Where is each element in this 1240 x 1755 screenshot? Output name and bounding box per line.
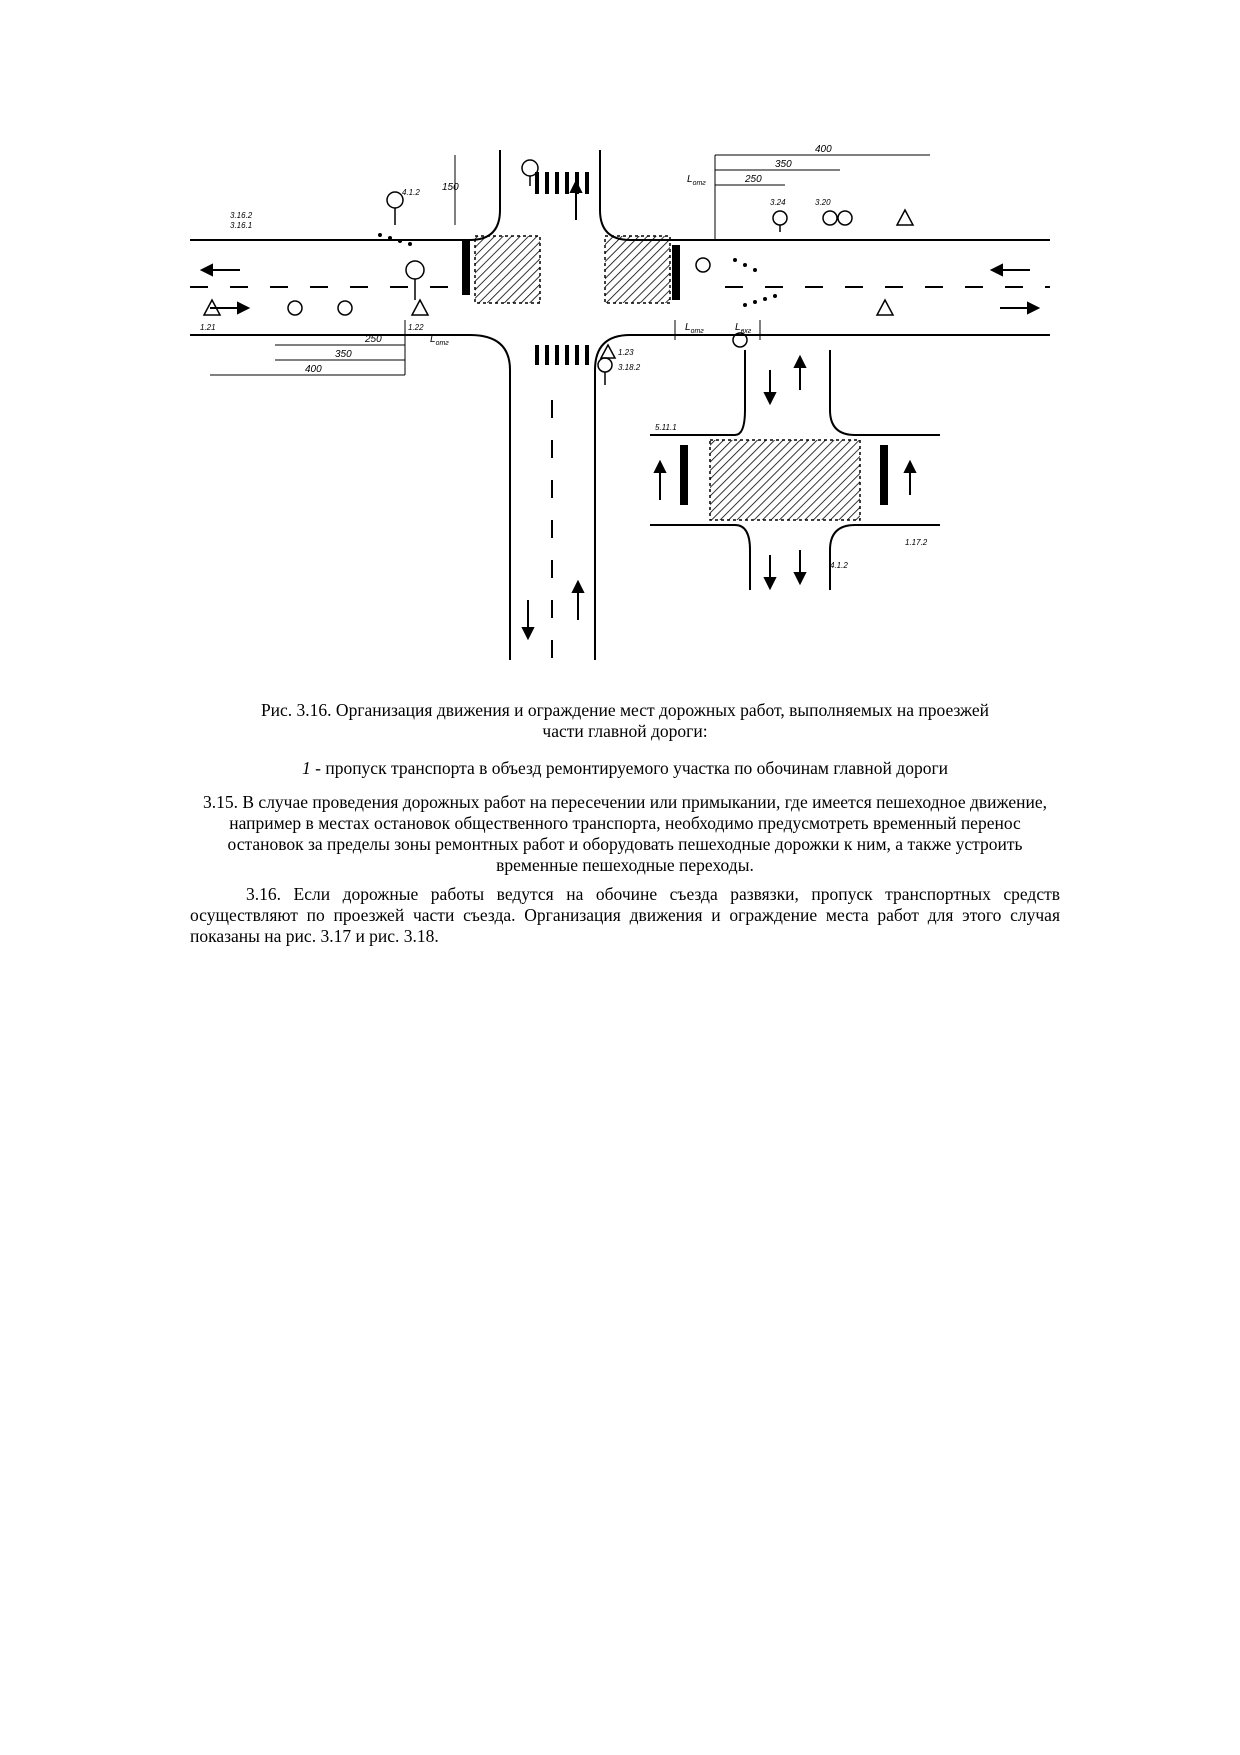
caption-line-1: Рис. 3.16. Организация движения и ограждение мест дорожных работ, выполняемых на проезжей <box>260 700 990 720</box>
len-l-otg-top: $L_{отг}$ <box>687 174 706 187</box>
len-l-otg-east: $L_{отг}$ <box>685 322 704 335</box>
sign-label-3-20: 3.20 <box>815 198 831 207</box>
sign-label-1-22: 1.22 <box>408 323 424 332</box>
sign-label-1-21: 1.21 <box>200 323 216 332</box>
legend-text: - пропуск транспорта в объезд ремонтируемого участка по обочинам главной дороги <box>310 758 948 778</box>
work-zone-west <box>475 236 540 303</box>
paragraph-3-15-text: 3.15. В случае проведения дорожных работ на пересечении или примыкании, где имеется пешеходное движение, например в местах остановок общественного транспорта, необходимо предусмотреть временный перенос остановок за пределы зоны ремонтных работ и оборудовать пешеходные дорожки к ним, а также устроить временные пешеходные переходы. <box>203 792 1047 875</box>
sign-label-3-16-1: 3.16.1 <box>230 221 253 230</box>
sign-label-1-23: 1.23 <box>618 348 634 357</box>
figure-caption <box>190 700 1060 742</box>
dim-400-bottom: 400 <box>305 364 322 375</box>
inset-sign-label-5-11-1: 5.11.1 <box>655 423 677 432</box>
caption-line-2: части главной дороги: <box>542 721 708 741</box>
warning-lamps <box>378 233 777 307</box>
sign-label-3-24: 3.24 <box>770 198 786 207</box>
dim-350-bottom: 350 <box>335 349 352 360</box>
sign-label-4-1-2: 4.1.2 <box>402 188 420 197</box>
work-zone-east <box>605 236 670 303</box>
dim-250-top: 250 <box>745 174 762 185</box>
inset-sign-label-1-17-2: 1.17.2 <box>905 538 928 547</box>
legend-number: 1 <box>302 758 311 778</box>
paragraph-3-16-text: 3.16. Если дорожные работы ведутся на обочине съезда развязки, пропуск транспортных средств осуществляют по проезжей части съезда. Организация движения и ограждение места работ для этого случая показаны на рис. 3.17 и рис. 3.18. <box>190 884 1060 946</box>
len-l-otg-west: $L_{отг}$ <box>430 334 449 347</box>
paragraph-3-15 <box>190 792 1060 876</box>
dim-350-top: 350 <box>775 159 792 170</box>
len-l-vhg-east: $L_{вхг}$ <box>735 322 752 335</box>
dim-250-bottom: 250 <box>365 334 382 345</box>
zebra-crossing-south <box>535 345 589 365</box>
inset-sign-label-4-1-2: 4.1.2 <box>830 561 848 570</box>
legend-line <box>190 758 1060 779</box>
figure-legend <box>190 758 1060 779</box>
intersection-roadworks-diagram <box>190 144 1060 660</box>
paragraph-3-16 <box>190 884 1060 947</box>
dim-400-top: 400 <box>815 144 832 155</box>
dim-150: 150 <box>442 182 459 193</box>
main-road-horizontal <box>190 150 1050 660</box>
sign-label-3-18-2: 3.18.2 <box>618 363 641 372</box>
inset-intersection <box>650 350 940 590</box>
sign-label-3-16-2: 3.16.2 <box>230 211 253 220</box>
dimension-lines <box>210 155 930 375</box>
